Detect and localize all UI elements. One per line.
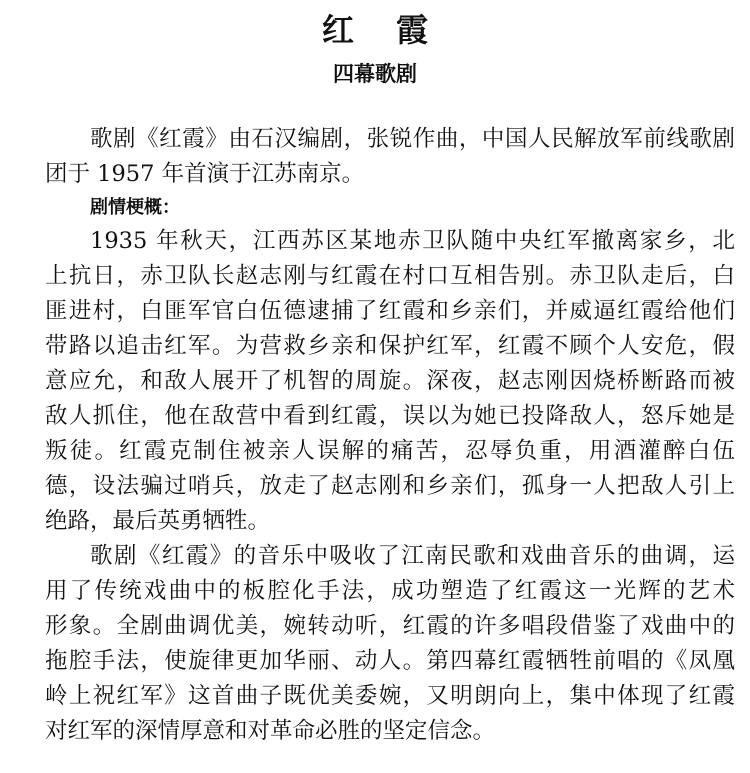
- synopsis-line: 叛徒。红霞克制住被亲人误解的痛苦，忍辱负重，用酒灌醉白伍: [45, 438, 735, 464]
- music-line: 对红军的深情厚意和对革命必胜的坚定信念。: [45, 718, 496, 744]
- synopsis-paragraph: [45, 224, 735, 539]
- synopsis-line: 带路以追击红军。为营救乡亲和保护红军，红霞不顾个人安危，假: [45, 333, 735, 359]
- document-body: [45, 122, 735, 749]
- synopsis-line: 意应允，和敌人展开了机智的周旋。深夜，赵志刚因烧桥断路而被: [45, 368, 735, 394]
- synopsis-line: 匪进村，白匪军官白伍德逮捕了红霞和乡亲们，并威逼红霞给他们: [45, 298, 735, 324]
- synopsis-line: 绝路，最后英勇牺牲。: [45, 508, 271, 534]
- intro-paragraph: [45, 122, 735, 192]
- intro-line: 团于 1957 年首演于江苏南京。: [45, 161, 365, 187]
- synopsis-heading: 剧情梗概：: [90, 197, 180, 218]
- music-line: 岭上祝红军》这首曲子既优美委婉，又明朗向上，集中体现了红霞: [45, 683, 735, 709]
- title-char-2: 霞: [396, 11, 429, 49]
- page-title: [0, 10, 750, 50]
- synopsis-line: 敌人抓住，他在敌营中看到红霞，误以为她已投降敌人，怒斥她是: [45, 403, 735, 429]
- music-line: 歌剧《红霞》的音乐中吸收了江南民歌和戏曲音乐的曲调，运: [90, 543, 735, 569]
- intro-line: 歌剧《红霞》由石汉编剧，张锐作曲，中国人民解放军前线歌剧: [90, 126, 735, 152]
- music-paragraph: [45, 539, 735, 749]
- music-line: 拖腔手法，使旋律更加华丽、动人。第四幕红霞牺牲前唱的《凤凰: [45, 648, 735, 674]
- page-subtitle: 四幕歌剧: [333, 62, 417, 86]
- synopsis-line: 上抗日，赤卫队长赵志刚与红霞在村口互相告别。赤卫队走后，白: [45, 263, 735, 289]
- music-line: 用了传统戏曲中的板腔化手法，成功塑造了红霞这一光辉的艺术: [45, 578, 735, 604]
- title-char-1: 红: [321, 11, 354, 49]
- music-line: 形象。全剧曲调优美，婉转动听，红霞的许多唱段借鉴了戏曲中的: [45, 613, 735, 639]
- synopsis-line: 德，设法骗过哨兵，放走了赵志刚和乡亲们，孤身一人把敌人引上: [45, 473, 735, 499]
- synopsis-line: 1935 年秋天，江西苏区某地赤卫队随中央红军撤离家乡，北: [90, 228, 735, 254]
